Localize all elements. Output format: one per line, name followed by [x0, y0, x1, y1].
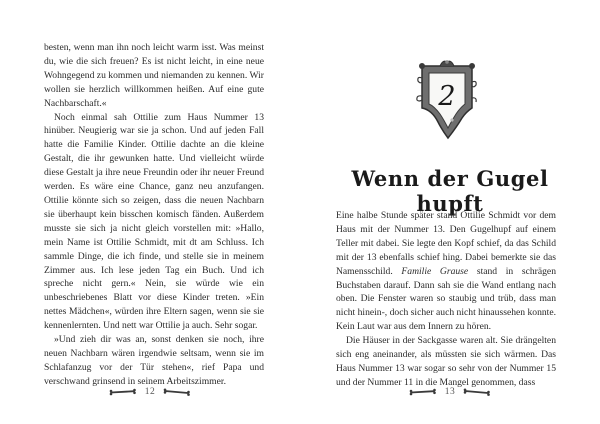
bone-ornament-icon [109, 388, 137, 396]
paragraph: »Und zieh dir was an, sonst denken sie noch, ihre neuen Nachbarn wären irgendwie seltsam, wenn sie im Schlafanzug vor der Tür stehen«, rief Papa und verschwand grinsend in seinem Arbeitszimmer. [44, 334, 264, 387]
family-name-italic: Familie Grause [401, 265, 469, 277]
right-page-folio [300, 384, 600, 400]
bone-ornament-icon [163, 388, 191, 396]
left-page-folio [0, 384, 300, 400]
paragraph: Die Häuser in der Sackgasse waren alt. Sie drängelten sich eng aneinander, als müssten sie sich wärmen. Das Haus Nummer 13 war sogar so sehr von der Nummer 15 und der Nummer 11 in die Mangel genommen, dass [336, 335, 556, 388]
right-page [300, 0, 600, 424]
right-page-body-text [336, 209, 556, 390]
page-number: 13 [444, 387, 456, 397]
chapter-number: 2 [438, 81, 456, 112]
paragraph-text: Eine halbe Stunde später stand Ottilie Schmidt vor dem Haus mit der Nummer 13. Den Gugelhupf auf einem Teller mit dabei. Sie legte den Kopf schief, da das Schild mit der 13 ebenfalls schief hing. Dabei bemerkte sie das Namensschild. [336, 210, 556, 277]
bone-ornament-icon [409, 388, 437, 396]
paragraph: besten, wenn man ihn noch leicht warm isst. Was meinst du, wie die sich freuen? Es ist nicht leicht, in eine neue Wohngegend zu kommen und niemanden zu kennen. Wir wollen sie herzlich willkommen heißen. Auf eine gute Nachbarschaft.« [44, 42, 264, 109]
paragraph-text: stand in schrägen Buchstaben darauf. Dann sah sie die Wand entlang nach oben. Die Fenster waren so staubig und trüb, dass man nicht hinein-, doch sicher auch nicht hinaussehen konnte. Kein Laut war aus dem Innern zu hören. [336, 265, 556, 333]
page-number: 12 [144, 387, 156, 397]
chapter-title: Wenn der Gugel hupft [351, 166, 549, 216]
paragraph: Noch einmal sah Ottilie zum Haus Nummer 13 hinüber. Neugierig war sie ja schon. Und auf jeden Fall hatte die Familie Kinder. Ottilie dachte an die kleine Gestalt, die ihr gewunken hatte. Und vielleicht würde diese Gestalt ja ihre neue Freundin oder ihr neuer Freund werden. Es wäre eine Chance, ganz neu anzufangen. Ottilie könnte sich so zeigen, dass die neuen Nachbarn sie überhaupt kein bisschen komisch fänden. Außerdem musste sie sich ja nicht gleich vorstellen mit: »Hallo, mein Name ist Ottilie Schmidt, mit dt am Schluss. Ich sammle Dinge, die ich finde, und stelle sie in meinem Zimmer aus. Ich lese jeden Tag ein Buch. Und ich spreche nicht gern.« Nein, sie würde wie ein unbeschriebenes Blatt vor diese Kinder treten. »Ein nettes Mädchen«, würden ihre Eltern sagen, wenn sie sie kennenlernten. Und nett war Ottilie ja auch. Sehr sogar. [44, 111, 264, 332]
left-page-body-text [44, 41, 264, 389]
paragraph [336, 209, 556, 334]
bone-ornament-icon [463, 388, 491, 396]
chapter-shield-frame [416, 58, 478, 142]
